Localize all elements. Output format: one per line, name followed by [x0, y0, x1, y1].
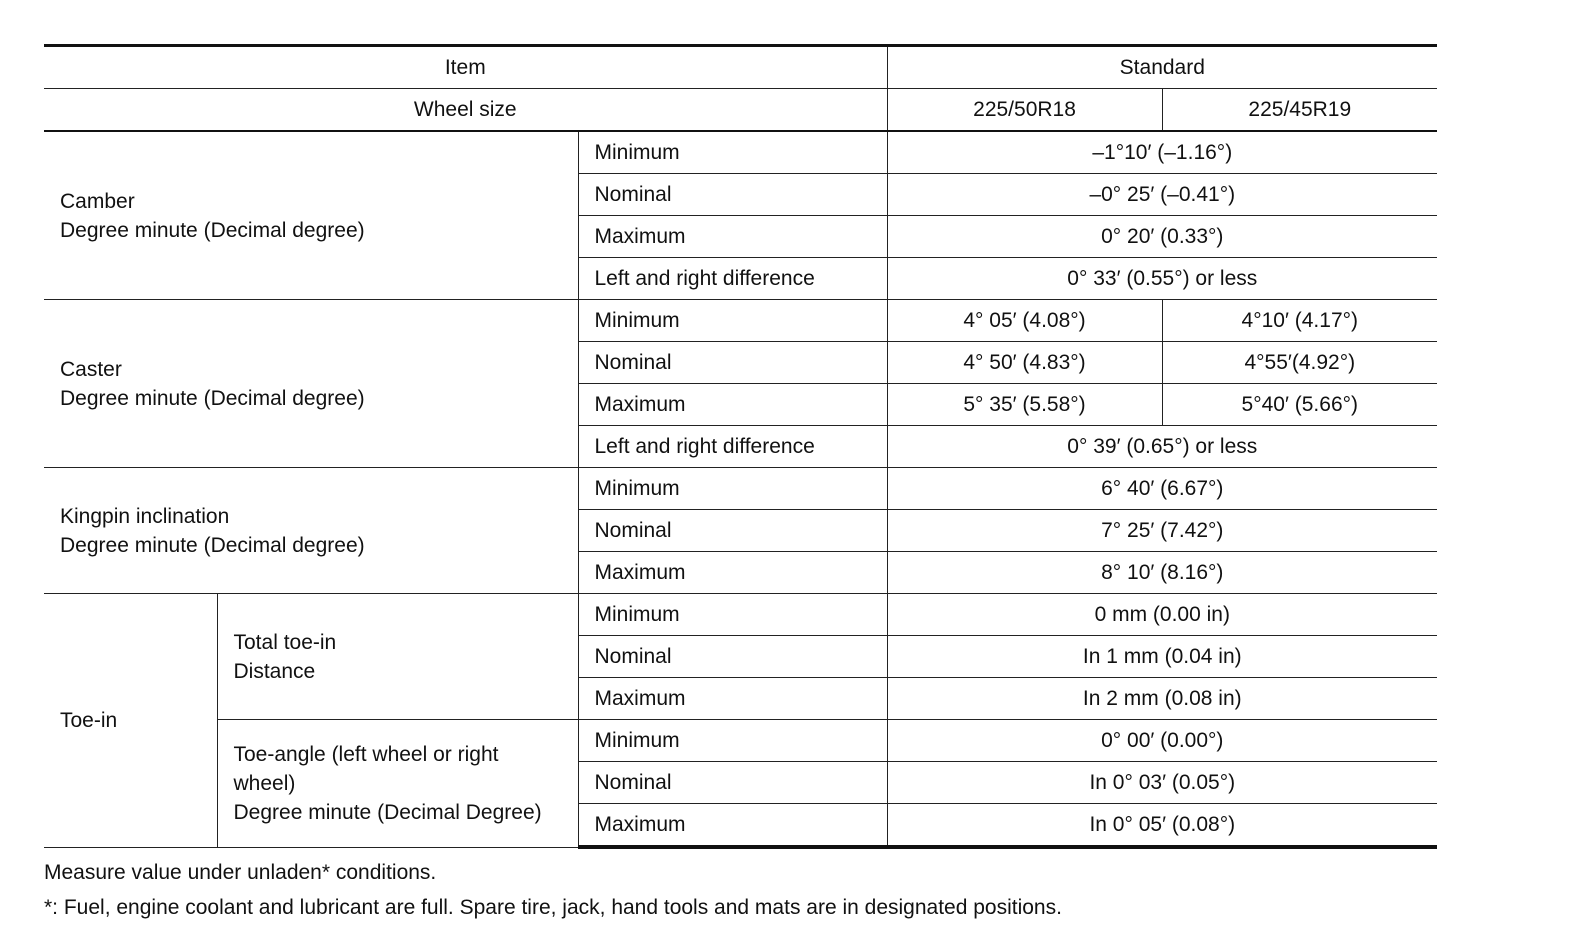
caster-minimum-label: Minimum [578, 300, 887, 342]
camber-minimum-value: –1°10′ (–1.16°) [887, 131, 1437, 174]
camber-diff-label: Left and right difference [578, 258, 887, 300]
header-item: Item [44, 46, 887, 89]
kingpin-maximum-label: Maximum [578, 552, 887, 594]
table-row [44, 720, 1437, 762]
wheel-alignment-table [44, 44, 1437, 849]
caster-maximum-label: Maximum [578, 384, 887, 426]
camber-nominal-label: Nominal [578, 174, 887, 216]
caster-nominal-label: Nominal [578, 342, 887, 384]
camber-maximum-label: Maximum [578, 216, 887, 258]
kingpin-label: Kingpin inclination Degree minute (Decimal degree) [44, 468, 578, 594]
table-row [44, 594, 1437, 636]
toe-angle-maximum-label: Maximum [578, 804, 887, 848]
toe-angle-maximum-value: In 0° 05′ (0.08°) [887, 804, 1437, 848]
table-row [44, 468, 1437, 510]
caster-nominal-18: 4° 50′ (4.83°) [887, 342, 1162, 384]
table-row [44, 131, 1437, 174]
camber-nominal-value: –0° 25′ (–0.41°) [887, 174, 1437, 216]
kingpin-minimum-label: Minimum [578, 468, 887, 510]
note-unladen: Measure value under unladen* conditions. [44, 861, 437, 884]
toe-total-maximum-value: In 2 mm (0.08 in) [887, 678, 1437, 720]
toe-total-maximum-label: Maximum [578, 678, 887, 720]
caster-minimum-19: 4°10′ (4.17°) [1162, 300, 1437, 342]
toe-angle-minimum-label: Minimum [578, 720, 887, 762]
kingpin-maximum-value: 8° 10′ (8.16°) [887, 552, 1437, 594]
caster-diff-label: Left and right difference [578, 426, 887, 468]
camber-diff-value: 0° 33′ (0.55°) or less [887, 258, 1437, 300]
toe-angle-label: Toe-angle (left wheel or right wheel) Degree minute (Decimal Degree) [217, 720, 578, 848]
toe-total-nominal-label: Nominal [578, 636, 887, 678]
toe-angle-minimum-value: 0° 00′ (0.00°) [887, 720, 1437, 762]
caster-minimum-18: 4° 05′ (4.08°) [887, 300, 1162, 342]
table-header-row [44, 46, 1437, 89]
kingpin-minimum-value: 6° 40′ (6.67°) [887, 468, 1437, 510]
header-wheel-size: Wheel size [44, 89, 887, 132]
header-standard: Standard [887, 46, 1437, 89]
camber-minimum-label: Minimum [578, 131, 887, 174]
total-toe-in-label: Total toe-in Distance [217, 594, 578, 720]
caster-maximum-18: 5° 35′ (5.58°) [887, 384, 1162, 426]
wheel-size-row [44, 89, 1437, 132]
camber-label: Camber Degree minute (Decimal degree) [44, 131, 578, 300]
toe-angle-nominal-value: In 0° 03′ (0.05°) [887, 762, 1437, 804]
caster-nominal-19: 4°55′(4.92°) [1162, 342, 1437, 384]
caster-diff-value: 0° 39′ (0.65°) or less [887, 426, 1437, 468]
table-row [44, 300, 1437, 342]
camber-maximum-value: 0° 20′ (0.33°) [887, 216, 1437, 258]
toe-total-minimum-value: 0 mm (0.00 in) [887, 594, 1437, 636]
footnotes [44, 858, 1062, 928]
kingpin-nominal-value: 7° 25′ (7.42°) [887, 510, 1437, 552]
header-size-18: 225/50R18 [887, 89, 1162, 132]
toe-in-label: Toe-in [44, 594, 217, 848]
kingpin-nominal-label: Nominal [578, 510, 887, 552]
caster-label: Caster Degree minute (Decimal degree) [44, 300, 578, 468]
note-definition: *: Fuel, engine coolant and lubricant are full. Spare tire, jack, hand tools and mats are in designated positions. [44, 896, 1062, 919]
caster-maximum-19: 5°40′ (5.66°) [1162, 384, 1437, 426]
header-size-19: 225/45R19 [1162, 89, 1437, 132]
toe-total-minimum-label: Minimum [578, 594, 887, 636]
toe-angle-nominal-label: Nominal [578, 762, 887, 804]
toe-total-nominal-value: In 1 mm (0.04 in) [887, 636, 1437, 678]
